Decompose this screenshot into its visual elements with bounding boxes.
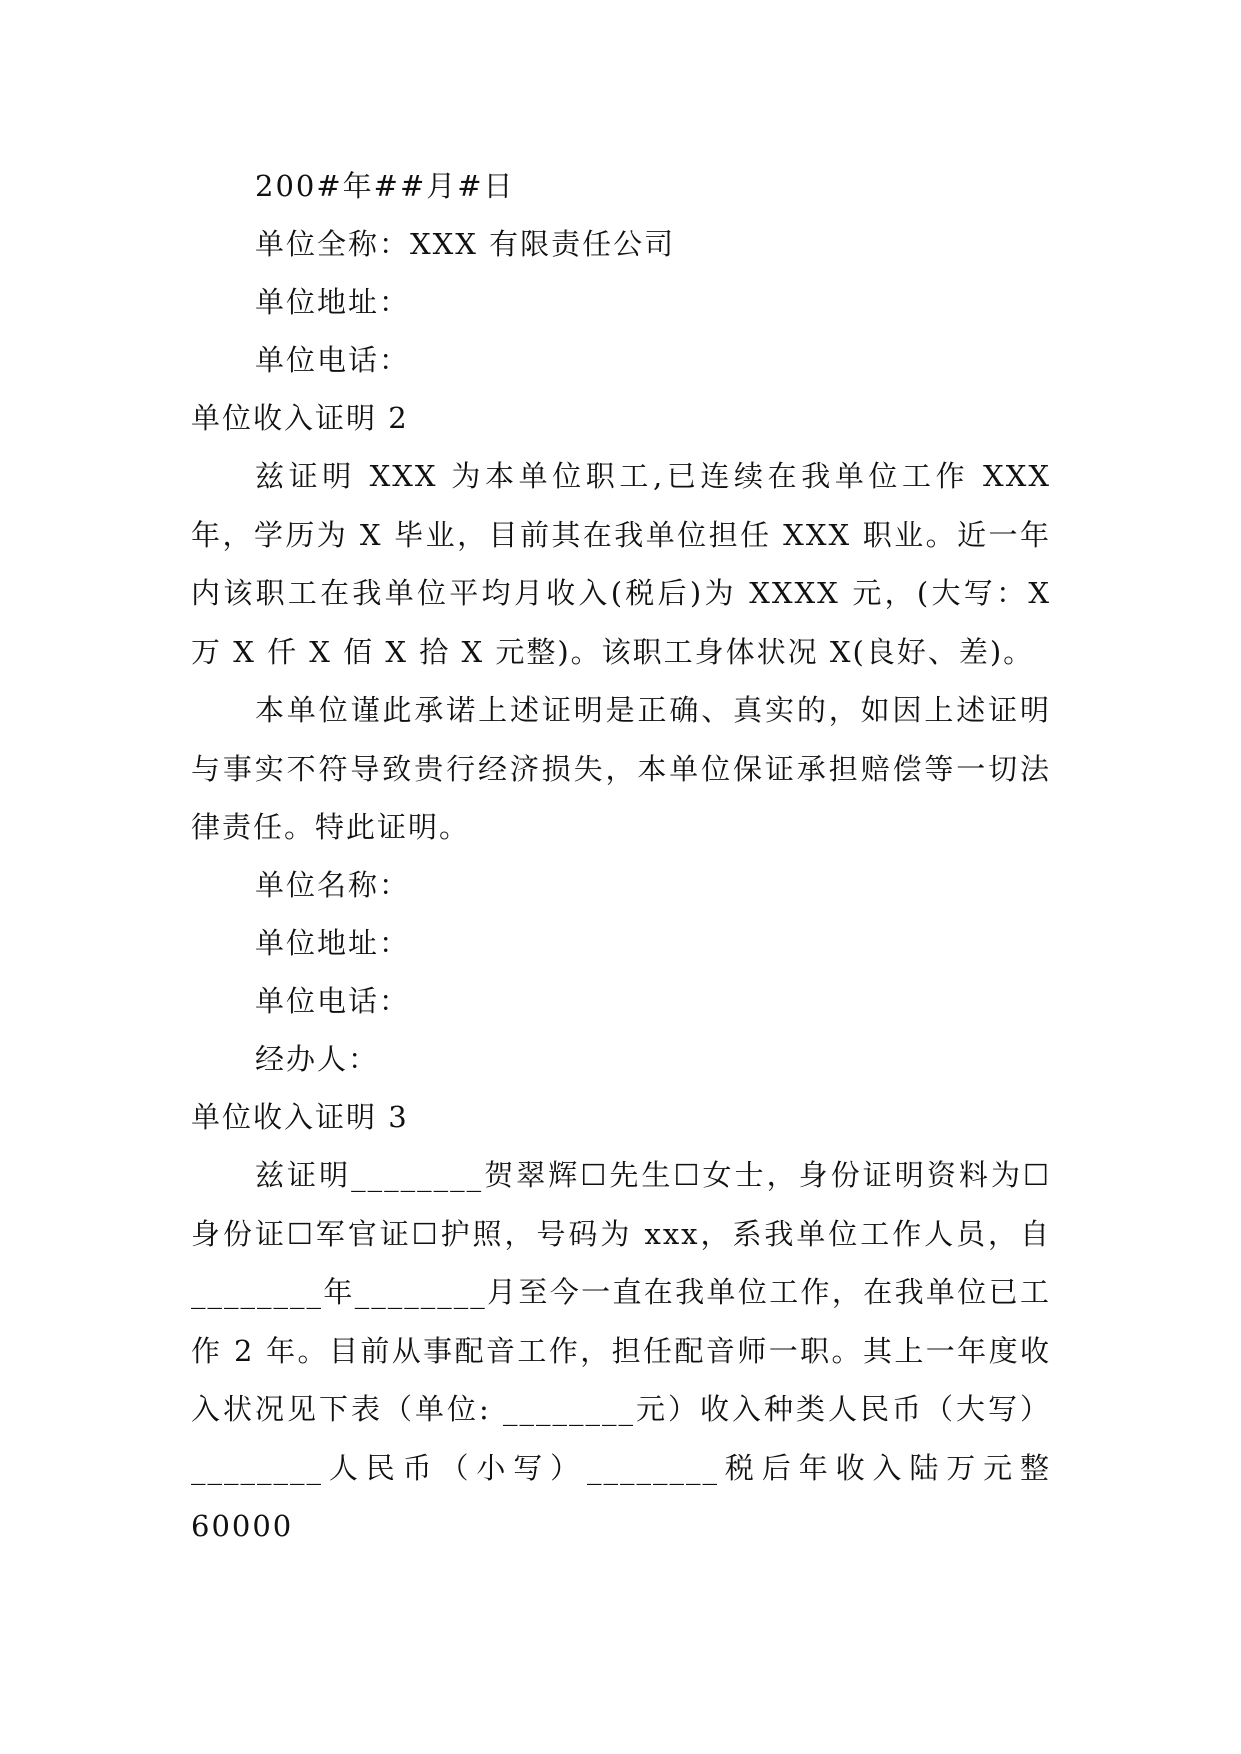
- section-3-paragraph-1: 兹证明________贺翠辉☐先生☐女士，身份证明资料为☐身份证☐军官证☐护照，号码为 xxx，系我单位工作人员，自________年________月至今一直在我单位工作，在我单位已工作 2 年。目前从事配音工作，担任配音师一职。其上一年度收入状况见下表（单位: ________元）收入种类人民币（大写）________人民币（小写）________税后年收入陆万元整 60000: [191, 1158, 1051, 1543]
- section-2-paragraph-1: 兹证明 XXX 为本单位职工,已连续在我单位工作 XXX 年，学历为 X 毕业，目前其在我单位担任 XXX 职业。近一年内该职工在我单位平均月收入(税后)为 XXXX 元，(大写：X 万 X 仟 X 佰 X 拾 X 元整)。该职工身体状况 X(良好、差)。: [191, 459, 1051, 669]
- section-2-company-name-line: 单位名称：: [255, 868, 411, 902]
- section-2-company-address-line: 单位地址：: [255, 926, 411, 960]
- company-address-line: 单位地址：: [255, 285, 411, 319]
- section-2-handler-line: 经办人：: [255, 1042, 380, 1076]
- company-full-name-line: 单位全称：XXX 有限责任公司: [255, 227, 676, 261]
- section-2-paragraph-2: 本单位谨此承诺上述证明是正确、真实的，如因上述证明与事实不符导致贵行经济损失，本单位保证承担赔偿等一切法律责任。特此证明。: [191, 693, 1051, 844]
- date-line: 200#年##月#日: [255, 169, 515, 203]
- section-3-heading: 单位收入证明 3: [191, 1100, 409, 1134]
- company-phone-line: 单位电话：: [255, 343, 411, 377]
- section-2-company-phone-line: 单位电话：: [255, 984, 411, 1018]
- section-2-heading: 单位收入证明 2: [191, 401, 409, 435]
